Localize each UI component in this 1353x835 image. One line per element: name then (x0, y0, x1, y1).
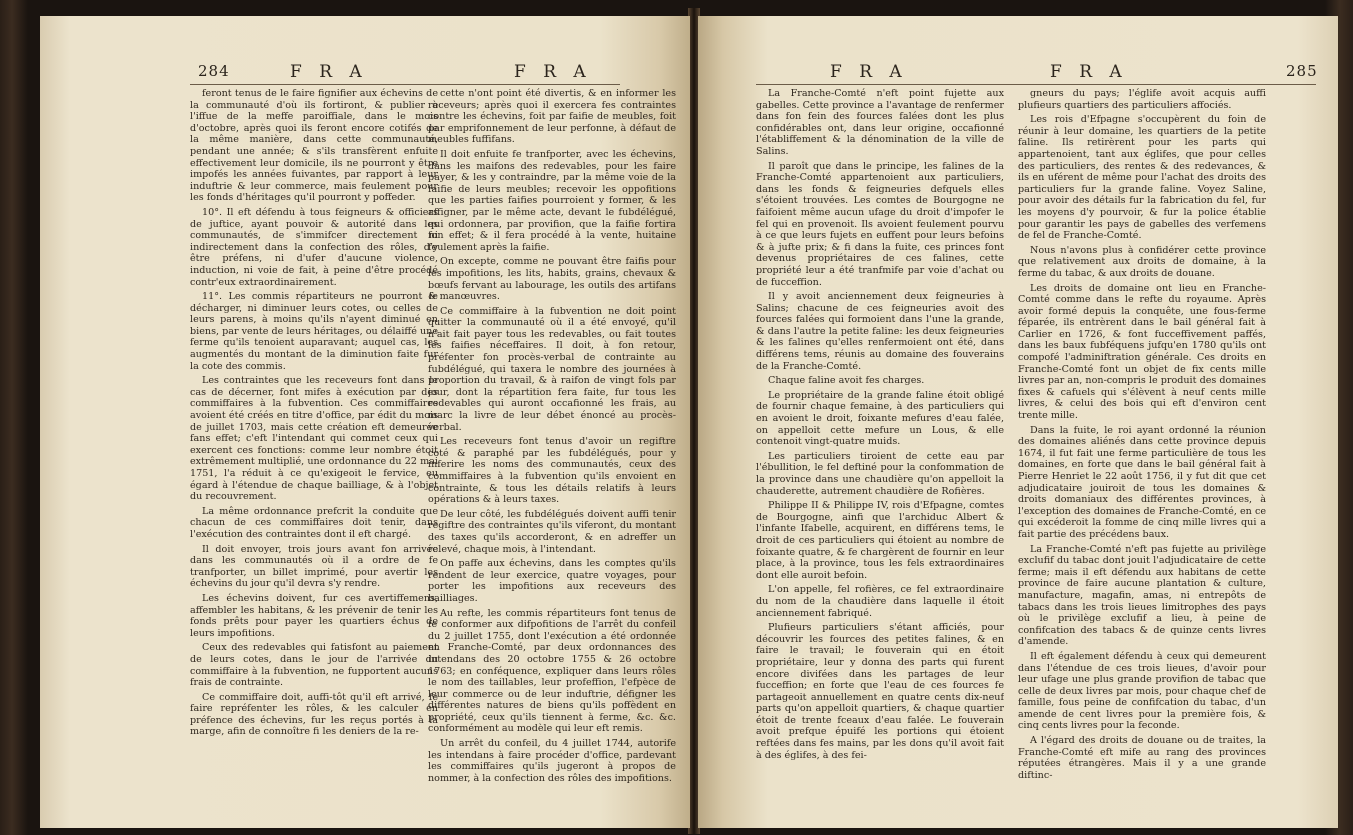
header-rule (756, 84, 1316, 85)
paragraph: Un arrêt du confeil, du 4 juillet 1744, autorife les intendans à faire procéder d'office, pardevant les commiffaires qu'ils jugeront à propos de nommer, à la confection des rôles des impofitions. (428, 738, 676, 784)
paragraph: Il y avoit anciennement deux feigneuries à Salins; chacune de ces feigneuries avoit des fources falées qui formoient dans l'une la grande, & dans l'autre la petite faline: les deux feigneuries & les falines qu'elles renfermoient ont été, dans différens tems, réunis au domaine des fouverains de la Franche-Comté. (756, 291, 1004, 372)
paragraph: Ce commiffaire doit, auffi-tôt qu'il eft arrivé, fe faire repréfenter les rôles, & les calculer en préfence des échevins, fur les reçus portés à la marge, afin de connoître fi les deniers de la re- (190, 691, 438, 738)
paragraph: Au refte, les commis répartiteurs font tenus de fe conformer aux difpofitions de l'arrêt du confeil du 2 juillet 1755, dont l'exécution a été ordonnée en Franche-Comté, par deux ordonnances des intendans des 20 octobre 1755 & 26 octobre 1763; en conféquence, expliquer dans leurs rôles le nom des taillables, leur profeffion, l'efpèce de leur commerce ou de leur induftrie, défigner les différentes natures de biens qu'ils poffèdent en propriété, ceux qu'ils tiennent à ferme, &c. &c. conformément au modèle qui leur eft remis. (428, 607, 676, 735)
paragraph: La Franche-Comté n'eft pas fujette au privilège exclufif du tabac dont jouit l'adjudicataire de cette ferme; mais il eft défendu aux habitans de cette province de faire aucune plantation & culture, manufacture, magafin, amas, ni entrepôts de tabacs dans les trois lieues limitrophes des pays où le privilège exclufif a lieu, à peine de confifcation des tabacs & de quinze cents livres d'amende. (1018, 543, 1266, 648)
page-number-left: 284 (198, 62, 230, 80)
header-rule (190, 84, 620, 85)
paragraph: Les particuliers tiroient de cette eau par l'ébullition, le fel deftiné pour la confommation de la province dans une chaudière qu'on appelloit la chauderette, autrement chaudière de Rofières. (756, 450, 1004, 497)
paragraph: Les receveurs font tenus d'avoir un regiftre coté & paraphé par les fubdélégués, pour y inferire les noms des communautés, ceux des commiffaires à la fubvention qu'ils envoient en contrainte, & tous les détails relatifs à leurs opérations & à leurs taxes. (428, 436, 676, 506)
paragraph: L'on appelle, fel rofières, ce fel extraordinaire du nom de la chaudière dans laquelle il étoit anciennement fabriqué. (756, 584, 1004, 619)
paragraph: Il paroît que dans le principe, les falines de la Franche-Comté appartenoient aux particuliers, dans les fonds & feigneuries defquels elles s'étoient trouvées. Les comtes de Bourgogne ne faifoient même aucun ufage du droit d'impofer le fel qui en provenoit. Ils avoient feulement pourvu à ce que leurs fujets en euffent pour leurs befoins & à jufte prix; & fi dans la fuite, ces princes font devenus propriétaires de ces falines, cette propriété leur a été tranfmife par voie d'achat ou de fucceffion. (756, 160, 1004, 288)
paragraph: Le propriétaire de la grande faline étoit obligé de fournir chaque femaine, à des particuliers qui en avoient le droit, foixante mefures d'eau falée, on appelloit cette mefure un Lous, & elle contenoit vingt-quatre muids. (756, 389, 1004, 448)
running-head-left-col2: F R A (514, 62, 592, 82)
paragraph: A l'égard des droits de douane ou de traites, la Franche-Comté eft mife au rang des provinces réputées étrangères. Mais il y a une grande diftinc- (1018, 735, 1266, 781)
paragraph: Il doit envoyer, trois jours avant fon arrivée dans les communautés où il a ordre de fe tranfporter, un billet imprimé, pour avertir les échevins du jour qu'il devra s'y rendre. (190, 543, 438, 590)
running-head-right-col1: F R A (830, 62, 908, 82)
running-head-right-col2: F R A (1050, 62, 1128, 82)
left-page-column-1 (190, 88, 438, 788)
paragraph: Les droits de domaine ont lieu en Franche-Comté comme dans le refte du royaume. Après avoir formé depuis la conquête, une fous-ferme féparée, ils entrèrent dans le bail général fait à Carlier en 1726, & font fucceffivement paffés, dans les baux fubféquens jufqu'en 1780 qu'ils ont compofé l'adminiftration générale. Ces droits en Franche-Comté font un objet de fix cents mille livres par an, non-compris le produit des domaines fixes & cafuels qui s'élèvent à neuf cents mille livres, & celui des bois qui eft d'environ cent trente mille. (1018, 282, 1266, 422)
paragraph: Les échevins doivent, fur ces avertiffemens, affembler les habitans, & les prévenir de tenir les fonds prêts pour payer les quartiers échus de leurs impofitions. (190, 592, 438, 639)
paragraph: Nous n'avons plus à confidérer cette province que relativement aux droits de domaine, à la ferme du tabac, & aux droits de douane. (1018, 244, 1266, 279)
paragraph: Il eft également défendu à ceux qui demeurent dans l'étendue de ces trois lieues, d'avoir pour leur ufage une plus grande provifion de tabac que celle de deux livres par mois, pour chaque chef de famille, fous peine de confifcation du tabac, d'un amende de cent livres pour la première fois, & cinq cents livres pour la feconde. (1018, 650, 1266, 732)
paragraph: Dans la fuite, le roi ayant ordonné la réunion des domaines aliénés dans cette province depuis 1674, il fut fait une ferme particulière de tous les domaines, en forte que dans le bail général fait à Pierre Henriet le 22 août 1756, il y fut dit que cet adjudicataire jouiroit de tous les domaines & droits domaniaux des différentes provinces, à l'exception des domaines de Franche-Comté, en ce qui excéderoit la fomme de cinq mille livres qui a fait partie des précédens baux. (1018, 424, 1266, 540)
paragraph: On excepte, comme ne pouvant être faifis pour les impofitions, les lits, habits, grains, chevaux & bœufs fervant au labourage, les outils des artifans & manœuvres. (428, 256, 676, 303)
paragraph: Les rois d'Efpagne s'occupèrent du foin de réunir à leur domaine, les quartiers de la petite faline. Ils retirèrent pour les parts qui appartenoient, tant aux églifes, que pour celles des particuliers, des rentes & des redevances, & ils en uférent de même pour l'achat des droits des particuliers fur la grande faline. Voyez Saline, pour avoir des détails fur la fabrication du fel, fur les moyens d'y pourvoir, & fur la police établie pour garantir les pays de gabelles des verfemens de fel de Franche-Comté. (1018, 114, 1266, 242)
right-page (698, 16, 1338, 828)
paragraph: Ce commiffaire à la fubvention ne doit point quitter la communauté où il a été envoyé, qu'il n'ait fait payer tous les redevables, ou fait toutes les faifies néceffaires. Il doit, à fon retour, préfenter fon procès-verbal de contrainte au fubdélégué, qui taxera le nombre des journées à proportion du travail, & à raifon de vingt fols par jour, dont la répartition fera faite, fur tous les redevables qui auront occafionné les frais, au marc la livre de leur débet énoncé au procès-verbal. (428, 305, 676, 433)
paragraph: gneurs du pays; l'églife avoit acquis auffi plufieurs quartiers des particuliers affociés. (1018, 88, 1266, 111)
left-page (40, 16, 690, 828)
paragraph: feront tenus de le faire fignifier aux échevins de la communauté d'où ils fortiront, & publier à l'iffue de la meffe paroiffiale, dans le mois d'octobre, après quoi ils feront encore cotifés de la même manière, dans cette communauté, pendant une année; & s'ils transfèrent enfuite effectivement leur domicile, ils ne pourront y être impofés les années fuivantes, par rapport à leur induftrie & leur commerce, mais feulement pour les fonds d'héritages qu'il pourront y poffeder. (190, 88, 438, 204)
paragraph: Il doit enfuite fe tranfporter, avec les échevins, dans les maifons des redevables, pour les faire payer, & les y contraindre, par la même voie de la faifie de leurs meubles; recevoir les oppofitions que les parties faifies pourroient y former, & les affigner, par le même acte, devant le fubdélégué, qui ordonnera, par provifion, que la faifie fortira fon effet; & il fera procédé à la vente, huitaine feulement après la faifie. (428, 148, 676, 253)
left-page-column-2 (428, 88, 676, 788)
paragraph: Plufieurs particuliers s'étant afficiés, pour découvrir les fources des petites falines, & en faire le travail; le fouverain qui en étoit propriétaire, leur y donna des parts qui furent encore divifées dans les partages de leur fucceffion; en forte que l'eau de ces fources fe partageoit annuellement en quatre cents dix-neuf parts qu'on appelloit quartiers, & chaque quartier étoit de trente fceaux d'eau falée. Le fouverain avoit prefque épuifé les portions qui étoient reftées dans fes mains, par les dons qu'il avoit fait à des églifes, à des fei- (756, 622, 1004, 761)
page-number-right: 285 (1286, 62, 1318, 80)
paragraph: Philippe II & Philippe IV, rois d'Efpagne, comtes de Bourgogne, ainfi que l'archiduc Albert & l'infante Ifabelle, acquirent, en différens tems, le droit de ces particuliers qui étoient au nombre de foixante quatre, & fe chargèrent de fournir en leur place, à la province, tous les fels extraordinaires dont elle auroit befoin. (756, 500, 1004, 581)
right-page-column-1 (756, 88, 1004, 788)
right-page-column-2 (1018, 88, 1266, 788)
paragraph: La Franche-Comté n'eft point fujette aux gabelles. Cette province a l'avantage de renfermer dans fon fein des fources falées dont les plus confidérables ont, dans leur origine, occafionné l'établiffement & la dénomination de la ville de Salins. (756, 88, 1004, 157)
paragraph: Les contraintes que les receveurs font dans le cas de décerner, font mifes à exécution par des commiffaires à la fubvention. Ces commiffaires avoient été créés en titre d'office, par édit du mois de juillet 1703, mais cette création eft demeurée fans effet; c'eft l'intendant qui commet ceux qui exercent ces fonctions: comme leur nombre étoit extrêmement multiplié, une ordonnance du 22 mai 1751, l'a réduit à ce qu'exigeoit le fervice, eu égard à l'étendue de chaque bailliage, & à l'objet du recouvrement. (190, 375, 438, 503)
paragraph: La même ordonnance prefcrit la conduite que chacun de ces commiffaires doit tenir, dans l'exécution des contraintes dont il eft chargé. (190, 505, 438, 540)
paragraph: 10°. Il eft défendu à tous feigneurs & officiers de juftice, ayant pouvoir & autorité dans les communautés, de s'immifcer directement ni indirectement dans la confection des rôles, d'y être préfens, ni d'ufer d'aucune violence, induction, ni voie de fait, à peine d'être procédé contr'eux extraordinairement. (190, 206, 438, 288)
paragraph: De leur côté, les fubdélégués doivent auffi tenir regiftre des contraintes qu'ils viferont, du montant des taxes qu'ils accorderont, & en adreffer un relevé, chaque mois, à l'intendant. (428, 508, 676, 555)
paragraph: On paffe aux échevins, dans les comptes qu'ils rendent de leur exercice, quatre voyages, pour porter les impofitions aux receveurs des bailliages. (428, 558, 676, 604)
paragraph: 11°. Les commis répartiteurs ne pourront fe décharger, ni diminuer leurs cotes, ou celles de leurs parens, à moins qu'ils n'ayent diminué en biens, par vente de leurs héritages, ou délaiffé une ferme qu'ils tenoient auparavant; auquel cas, les augmentés du montant de la diminution faite fur la cote des commis. (190, 291, 438, 372)
running-head-left-col1: F R A (290, 62, 368, 82)
paragraph: Ceux des redevables qui fatisfont au paiement de leurs cotes, dans le jour de l'arrivée du commiffaire à la fubvention, ne fupportent aucuns frais de contrainte. (190, 642, 438, 689)
paragraph: Chaque faline avoit fes charges. (768, 375, 925, 387)
paragraph: cette n'ont point été divertis, & en informer les receveurs; après quoi il exercera fes contraintes contre les échevins, foit par faifie de meubles, foit par emprifonnement de leur perfonne, à défaut de meubles fuffifans. (428, 88, 676, 146)
